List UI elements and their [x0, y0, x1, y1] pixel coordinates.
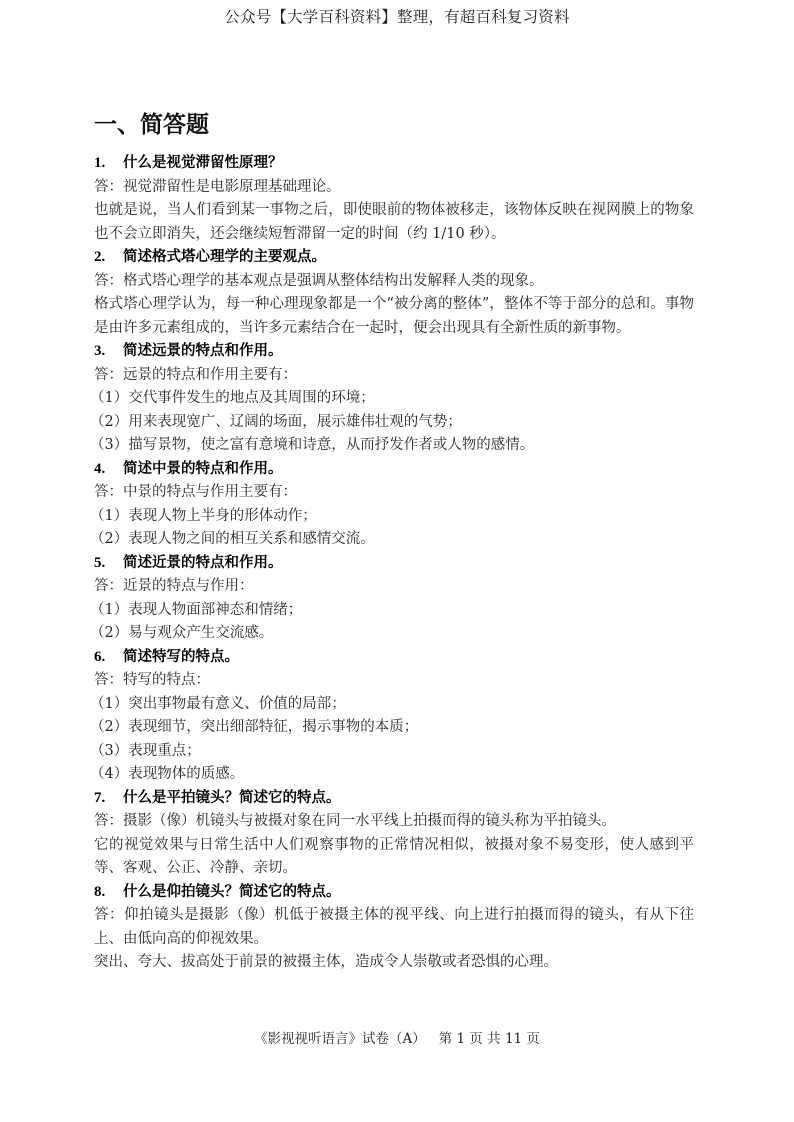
- question-title: 简述近景的特点和作用。: [123, 554, 283, 571]
- answer-line: 突出、夸大、拔高处于前景的被摄主体，造成令人崇敬或者恐惧的心理。: [94, 954, 558, 970]
- question-list: [90, 152, 694, 975]
- question-3: [90, 340, 694, 458]
- answer-line: 它的视觉效果与日常生活中人们观察事物的正常情况相似，被摄对象不易变形，使人感到平等、客观、公正、冷静、亲切。: [94, 836, 694, 876]
- answer-line: 答：摄影（像）机镜头与被摄对象在同一水平线上拍摄而得的镜头称为平拍镜头。: [94, 813, 616, 829]
- question-heading: [94, 458, 694, 482]
- answer-list-item: （1）交代事件发生的地点及其周围的环境；: [90, 390, 375, 406]
- answer-list-item: （2）易与观众产生交流感。: [90, 625, 274, 641]
- question-number: 3.: [94, 343, 106, 359]
- question-6: [90, 646, 694, 787]
- question-7: [94, 787, 694, 881]
- question-heading: [94, 152, 694, 176]
- question-4: [90, 458, 694, 552]
- question-heading: [94, 787, 694, 811]
- question-title: 简述特写的特点。: [123, 648, 239, 665]
- page-header: 公众号【大学百科资料】整理，有超百科复习资料: [224, 8, 570, 26]
- answer-list-item: （4）表现物体的质感。: [90, 766, 245, 782]
- answer-line: 答：特写的特点：: [94, 672, 210, 688]
- answer-line: 格式塔心理学认为，每一种心理现象都是一个“被分离的整体”，整体不等于部分的总和。事物是由许多元素组成的，当许多元素结合在一起时，便会出现具有全新性质的新事物。: [94, 296, 694, 336]
- question-heading: [94, 552, 694, 576]
- question-number: 5.: [94, 554, 106, 571]
- question-heading: [94, 881, 694, 905]
- answer-line: 也就是说，当人们看到某一事物之后，即使眼前的物体被移走，该物体反映在视网膜上的物象也不会立即消失，还会继续短暂滞留一定的时间（约 1/10 秒）。: [94, 202, 694, 242]
- question-1: [94, 152, 694, 246]
- answer-line: 答：远景的特点和作用主要有：: [94, 366, 297, 383]
- answer-list-item: （2）表现人物之间的相互关系和感情交流。: [90, 531, 375, 547]
- answer-list-item: （3）表现重点；: [90, 742, 201, 759]
- question-title: 什么是仰拍镜头？简述它的特点。: [123, 883, 341, 900]
- question-heading: [94, 246, 694, 270]
- page-footer: 《影视视听语言》试卷（A） 第 1 页 共 11 页: [254, 1031, 540, 1047]
- question-title: 简述格式塔心理学的主要观点。: [123, 249, 326, 265]
- question-number: 6.: [94, 648, 106, 665]
- question-number: 1.: [94, 155, 106, 171]
- question-title: 什么是视觉滞留性原理？: [123, 155, 283, 171]
- answer-line: 答：格式塔心理学的基本观点是强调从整体结构出发解释人类的现象。: [94, 272, 544, 289]
- question-5: [90, 552, 694, 646]
- answer-line: 答：视觉滞留性是电影原理基础理论。: [94, 178, 341, 195]
- answer-list-item: （3）描写景物，使之富有意境和诗意，从而抒发作者或人物的感情。: [90, 437, 535, 453]
- question-heading: [94, 340, 694, 364]
- answer-list-item: （2）表现细节，突出细部特征，揭示事物的本质；: [90, 719, 419, 735]
- question-number: 8.: [94, 883, 106, 900]
- question-8: [94, 881, 694, 975]
- answer-line: 答：近景的特点与作用：: [94, 578, 254, 594]
- question-number: 7.: [94, 789, 106, 806]
- question-2: [94, 246, 694, 340]
- answer-list-item: （1）突出事物最有意义、价值的局部；: [90, 695, 346, 712]
- question-number: 4.: [94, 460, 106, 477]
- answer-line: 答：仰拍镜头是摄影（像）机低于被摄主体的视平线、向上进行拍摄而得的镜头，有从下往上、由低向高的仰视效果。: [94, 907, 694, 947]
- answer-list-item: （1）表现人物上半身的形体动作；: [90, 507, 317, 524]
- section-title: 一、简答题: [94, 112, 209, 138]
- answer-line: 答：中景的特点与作用主要有：: [94, 484, 297, 500]
- question-heading: [94, 646, 694, 670]
- question-number: 2.: [94, 249, 106, 265]
- answer-list-item: （2）用来表现宽广、辽阔的场面，展示雄伟壮观的气势；: [90, 413, 462, 430]
- question-title: 什么是平拍镜头？简述它的特点。: [123, 789, 341, 806]
- answer-list-item: （1）表现人物面部神态和情绪；: [90, 601, 303, 618]
- question-title: 简述远景的特点和作用。: [123, 343, 283, 359]
- question-title: 简述中景的特点和作用。: [123, 460, 283, 477]
